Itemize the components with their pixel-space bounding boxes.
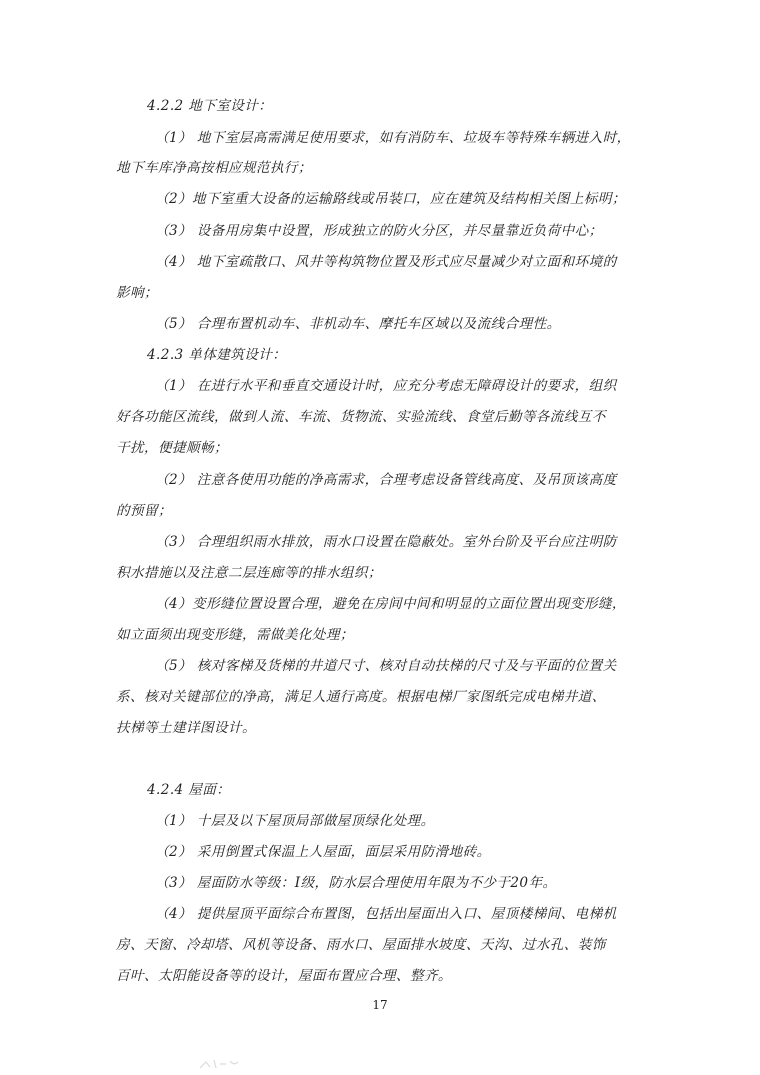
paragraph-line: 如立面须出现变形缝，需做美化处理； [116, 627, 354, 643]
paragraph-line: 系、核对关键部位的净高，满足人通行高度。根据电梯厂家图纸完成电梯井道、 [116, 689, 606, 705]
paragraph-line: 影响； [116, 285, 158, 301]
paragraph-line: （2） 采用倒置式保温上人屋面，面层采用防滑地砖。 [155, 844, 491, 860]
paragraph-line: （1） 在进行水平和垂直交通设计时，应充分考虑无障碍设计的要求，组织 [155, 378, 617, 394]
paragraph-line: （2）地下室重大设备的运输路线或吊装口，应在建筑及结构相关图上标明； [155, 191, 626, 207]
faint-watermark-mark [196, 1056, 242, 1072]
section-heading-4-2-2: 4.2.2 地下室设计： [147, 98, 273, 114]
paragraph-line: （5） 核对客梯及货梯的井道尺寸、核对自动扶梯的尺寸及与平面的位置关 [155, 658, 617, 674]
paragraph-line: （1） 十层及以下屋顶局部做屋顶绿化处理。 [155, 813, 435, 829]
paragraph-line: 积水措施以及注意二层连廊等的排水组织； [116, 565, 382, 581]
paragraph-line: （4）变形缝位置设置合理，避免在房间中间和明显的立面位置出现变形缝， [155, 596, 626, 612]
paragraph-line: （4） 提供屋顶平面综合布置图，包括出屋面出入口、屋顶楼梯间、电梯机 [155, 906, 617, 922]
paragraph-line: （2） 注意各使用功能的净高需求，合理考虑设备管线高度、及吊顶该高度 [155, 472, 617, 488]
paragraph-line: （4） 地下室疏散口、风井等构筑物位置及形式应尽量减少对立面和环境的 [155, 254, 617, 270]
paragraph-line: 干扰，便捷顺畅； [116, 440, 228, 456]
paragraph-line: 扶梯等土建详图设计。 [116, 720, 256, 736]
paragraph-line: 房、天窗、冷却塔、风机等设备、雨水口、屋面排水坡度、天沟、过水孔、装饰 [116, 937, 606, 953]
paragraph-line: 地下车库净高按相应规范执行； [116, 160, 312, 176]
paragraph-line: 好各功能区流线，做到人流、车流、货物流、实验流线、食堂后勤等各流线互不 [116, 409, 606, 425]
section-heading-4-2-4: 4.2.4 屋面： [147, 782, 231, 798]
paragraph-line: 的预留； [116, 503, 172, 519]
paragraph-line: （3） 屋面防水等级：Ⅰ级，防水层合理使用年限为不少于20年。 [155, 875, 557, 891]
paragraph-line: 百叶、太阳能设备等的设计，屋面布置应合理、整齐。 [116, 968, 452, 984]
paragraph-line: （3） 设备用房集中设置，形成独立的防火分区，并尽量靠近负荷中心； [155, 223, 603, 239]
paragraph-line: （5） 合理布置机动车、非机动车、摩托车区域以及流线合理性。 [155, 316, 561, 332]
page-number: 17 [372, 998, 388, 1012]
paragraph-line: （1） 地下室层高需满足使用要求，如有消防车、垃圾车等特殊车辆进入时， [155, 130, 631, 146]
paragraph-line: （3） 合理组织雨水排放，雨水口设置在隐蔽处。室外台阶及平台应注明防 [155, 534, 617, 550]
section-heading-4-2-3: 4.2.3 单体建筑设计： [147, 347, 287, 363]
